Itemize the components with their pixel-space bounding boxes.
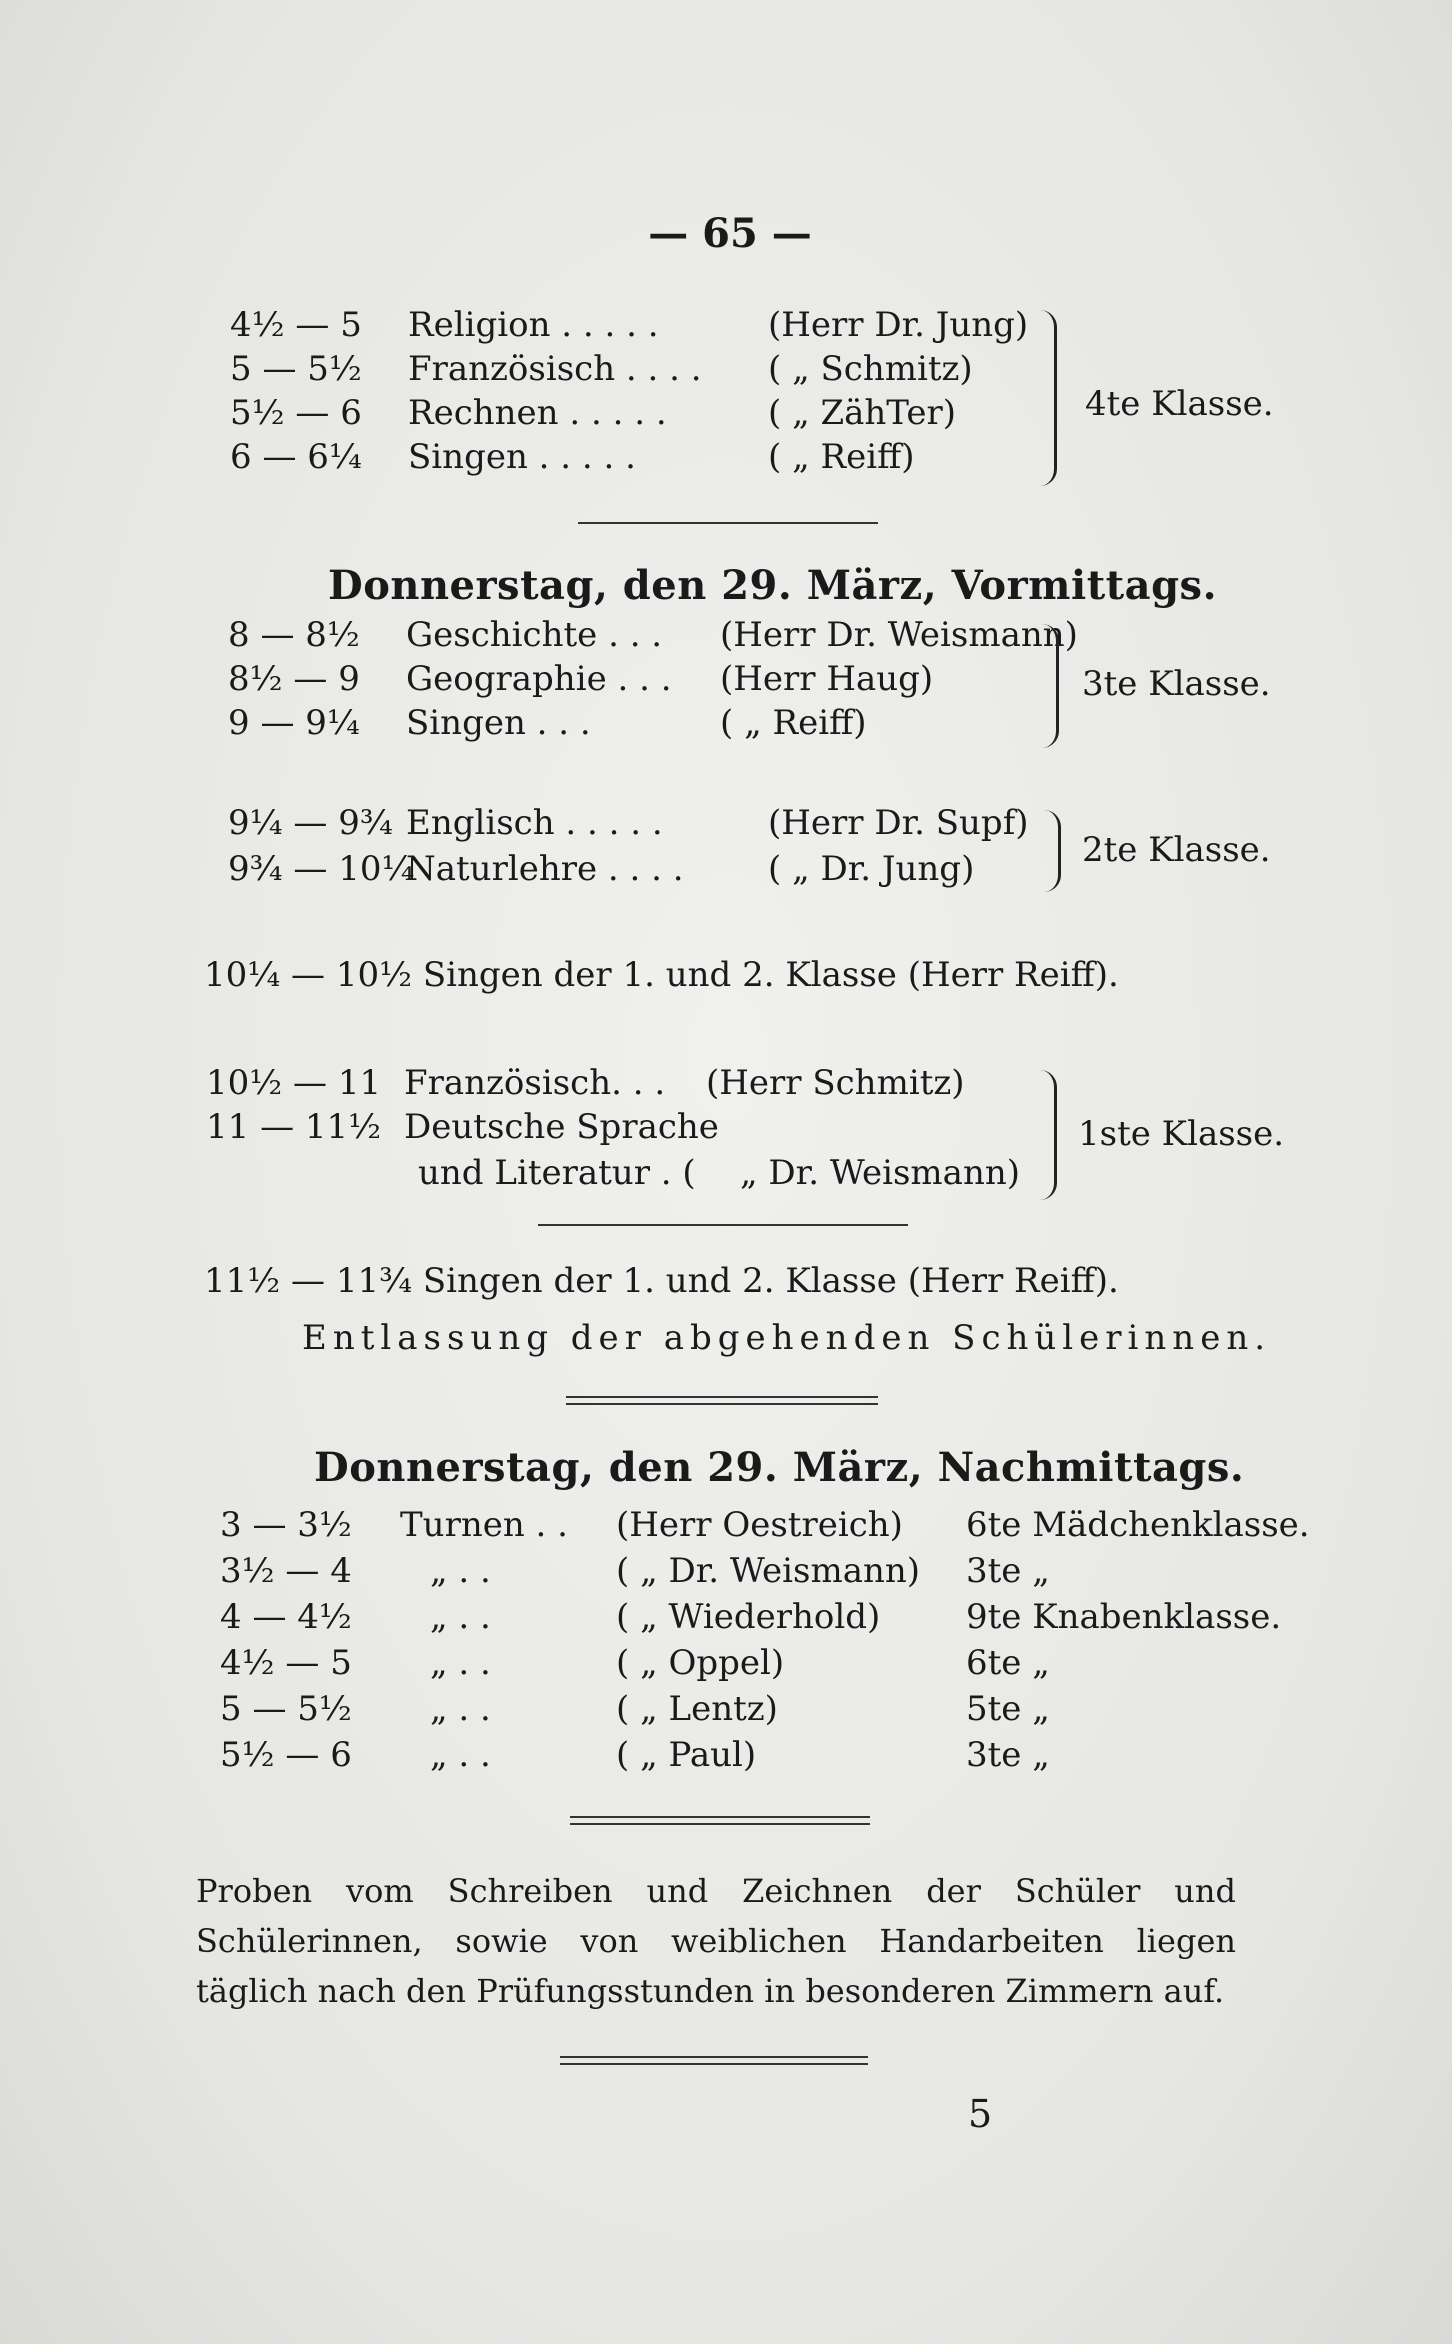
schedule-row: 4½ — 5 Religion . . . . . (Herr Dr. Jung) [230,305,1029,345]
brace-4te [1040,310,1057,486]
note-paragraph: Proben vom Schreiben und Zeichnen der Schüler und Schülerinnen, sowie von weiblichen Handarbeiten liegen täglich nach den Prüfungsstunden in besonderen Zimmern auf. [196,1872,1236,2010]
class-label: 2te Klasse. [1082,830,1271,870]
section-heading-nachmittags: Donnerstag, den 29. März, Nachmittags. [314,1444,1245,1491]
schedule-row: 8 — 8½ Geschichte . . . (Herr Dr. Weismann) [228,615,1078,655]
schedule-row: 4 — 4½ „ . . ( „ Wiederhold) 9te Knabenklasse. [220,1597,1282,1637]
separator [578,522,878,524]
brace-2te [1044,810,1061,892]
schedule-row: 3½ — 4 „ . . ( „ Dr. Weismann) 3te „ [220,1551,1050,1591]
signature-mark: 5 [968,2092,993,2136]
schedule-row: 5½ — 6 Rechnen . . . . . ( „ ZähTer) [230,393,956,433]
schedule-row: 3 — 3½ Turnen . . (Herr Oestreich) 6te Mädchenklasse. [220,1505,1310,1545]
combined-singing-row: 10¼ — 10½ Singen der 1. und 2. Klasse (Herr Reiff). [204,955,1119,995]
combined-singing-row: 11½ — 11¾ Singen der 1. und 2. Klasse (Herr Reiff). [204,1261,1119,1301]
separator [538,1224,908,1226]
schedule-row: 8½ — 9 Geographie . . . (Herr Haug) [228,659,934,699]
schedule-row: 5 — 5½ Französisch . . . . ( „ Schmitz) [230,349,973,389]
double-separator [566,1396,878,1405]
double-separator [570,1816,870,1825]
double-separator [560,2056,868,2065]
dismissal-line: Entlassung der abgehenden Schülerinnen. [302,1318,1272,1358]
brace-3te [1042,624,1059,748]
schedule-row: 11 — 11½ Deutsche Sprache [206,1107,719,1147]
schedule-row: 4½ — 5 „ . . ( „ Oppel) 6te „ [220,1643,1050,1683]
brace-1ste [1040,1070,1057,1200]
schedule-row: 5½ — 6 „ . . ( „ Paul) 3te „ [220,1735,1050,1775]
schedule-row: 5 — 5½ „ . . ( „ Lentz) 5te „ [220,1689,1050,1729]
class-label: 1ste Klasse. [1078,1114,1285,1154]
page-number: — 65 — [648,210,812,257]
class-label: 4te Klasse. [1085,384,1274,424]
class-label: 3te Klasse. [1082,664,1271,704]
schedule-row: und Literatur . ( „ Dr. Weismann) [418,1153,1021,1193]
schedule-row: 9¾ — 10¼ Naturlehre . . . . ( „ Dr. Jung) [228,849,975,889]
schedule-row: 9¼ — 9¾ Englisch . . . . . (Herr Dr. Supf) [228,803,1029,843]
section-heading-vormittags: Donnerstag, den 29. März, Vormittags. [328,562,1217,609]
schedule-row: 6 — 6¼ Singen . . . . . ( „ Reiff) [230,437,915,477]
schedule-row: 10½ — 11 Französisch. . . (Herr Schmitz) [206,1063,965,1103]
schedule-row: 9 — 9¼ Singen . . . ( „ Reiff) [228,703,867,743]
